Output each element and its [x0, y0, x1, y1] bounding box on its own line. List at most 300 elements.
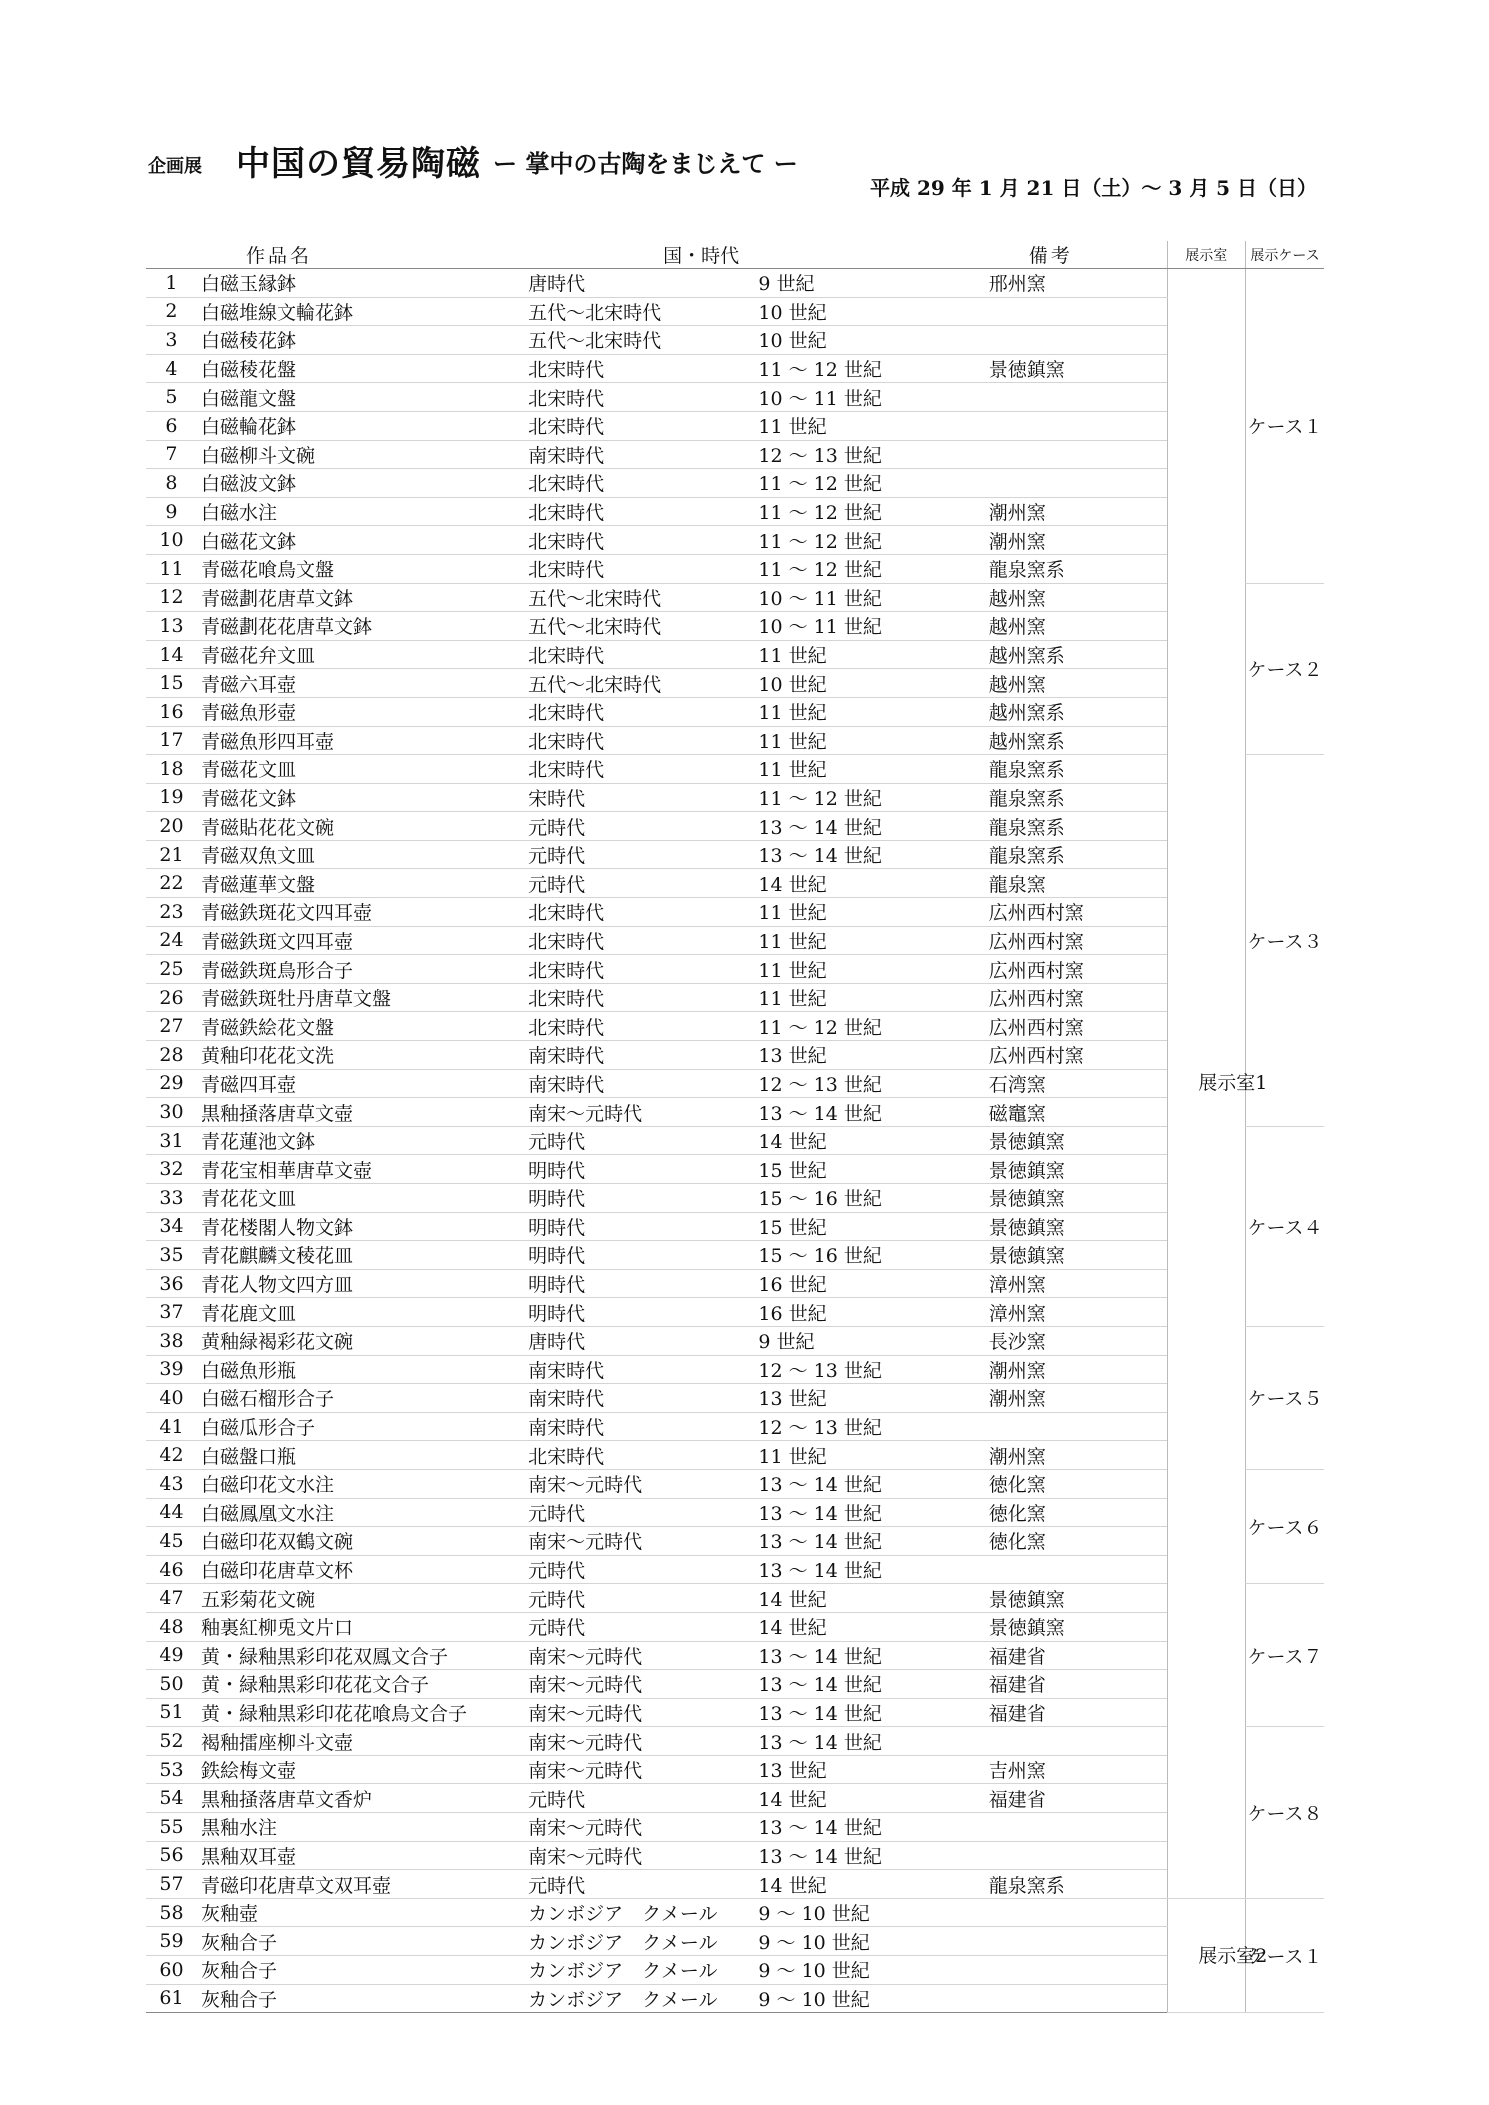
cell-note: 広州西村窯 [989, 955, 1167, 984]
table-row [146, 1241, 1324, 1270]
room-cell [1167, 1898, 1268, 2012]
table-row [146, 411, 1324, 440]
case-cell: ケース７ [1245, 1584, 1324, 1727]
cell-note: 景徳鎮窯 [989, 1155, 1167, 1184]
table-row [146, 1927, 1324, 1956]
cell-period: 南宋時代 [528, 1355, 758, 1384]
cell-nm: 青磁魚形壺 [197, 697, 528, 726]
cell-num: 3 [146, 326, 197, 355]
cell-period: 南宋時代 [528, 1412, 758, 1441]
table-row [146, 898, 1324, 927]
table-row [146, 869, 1324, 898]
cell-note: 潮州窯 [989, 1441, 1167, 1470]
cell-note: 石湾窯 [989, 1069, 1167, 1098]
cell-note: 潮州窯 [989, 526, 1167, 555]
cell-num: 55 [146, 1813, 197, 1842]
cell-nm: 青磁双魚文皿 [197, 840, 528, 869]
cell-century: 16 世紀 [758, 1298, 988, 1327]
cell-note: 広州西村窯 [989, 1041, 1167, 1070]
cell-num: 28 [146, 1041, 197, 1070]
cell-period: 北宋時代 [528, 926, 758, 955]
cell-nm: 鉄絵梅文壺 [197, 1755, 528, 1784]
cell-nm: 黄・緑釉黒彩印花双鳳文合子 [197, 1641, 528, 1670]
cell-num: 58 [146, 1898, 197, 1927]
cell-num: 45 [146, 1527, 197, 1556]
cell-century: 14 世紀 [758, 1126, 988, 1155]
cell-note [989, 469, 1167, 498]
cell-century: 16 世紀 [758, 1269, 988, 1298]
cell-nm: 青磁花喰鳥文盤 [197, 554, 528, 583]
cell-nm: 黄・緑釉黒彩印花花文合子 [197, 1670, 528, 1699]
cell-nm: 青花人物文四方皿 [197, 1269, 528, 1298]
header-room: 展示室 [1167, 241, 1245, 269]
table-row [146, 1126, 1324, 1155]
table-row [146, 669, 1324, 698]
cell-century: 11 ～ 12 世紀 [758, 497, 988, 526]
cell-num: 31 [146, 1126, 197, 1155]
cell-nm: 灰釉合子 [197, 1927, 528, 1956]
cell-century: 13 ～ 14 世紀 [758, 1670, 988, 1699]
cell-century: 9 ～ 10 世紀 [758, 1898, 988, 1927]
table-row [146, 326, 1324, 355]
cell-nm: 黄・緑釉黒彩印花花喰鳥文合子 [197, 1698, 528, 1727]
cell-note: 越州窯 [989, 583, 1167, 612]
table-row [146, 1441, 1324, 1470]
table-row [146, 1584, 1324, 1613]
cell-nm: 青花楼閣人物文鉢 [197, 1212, 528, 1241]
cell-period: 北宋時代 [528, 1441, 758, 1470]
cell-nm: 青磁魚形四耳壺 [197, 726, 528, 755]
cell-nm: 黒釉掻落唐草文香炉 [197, 1784, 528, 1813]
cell-nm: 褐釉擂座柳斗文壺 [197, 1727, 528, 1756]
cell-period: 北宋時代 [528, 497, 758, 526]
cell-period: 五代～北宋時代 [528, 612, 758, 641]
cell-period: カンボジア クメール [528, 1927, 758, 1956]
table-row [146, 1155, 1324, 1184]
cell-century: 11 世紀 [758, 1441, 988, 1470]
cell-num: 56 [146, 1841, 197, 1870]
cell-century: 13 ～ 14 世紀 [758, 1098, 988, 1127]
cell-note: 越州窯系 [989, 640, 1167, 669]
cell-nm: 青磁花弁文皿 [197, 640, 528, 669]
case-cell: ケース１ [1245, 269, 1324, 584]
cell-nm: 白磁花文鉢 [197, 526, 528, 555]
cell-century: 13 ～ 14 世紀 [758, 1555, 988, 1584]
table-row [146, 1298, 1324, 1327]
exhibition-title-block [148, 132, 1348, 200]
cell-note: 景徳鎮窯 [989, 1612, 1167, 1641]
cell-period: 元時代 [528, 869, 758, 898]
cell-century: 11 世紀 [758, 726, 988, 755]
cell-nm: 青磁鉄斑鳥形合子 [197, 955, 528, 984]
table-row [146, 812, 1324, 841]
cell-period: 北宋時代 [528, 554, 758, 583]
cell-century: 13 ～ 14 世紀 [758, 840, 988, 869]
cell-note [989, 1984, 1167, 2013]
cell-note: 龍泉窯系 [989, 1870, 1167, 1899]
cell-nm: 白磁稜花盤 [197, 354, 528, 383]
cell-century: 11 世紀 [758, 926, 988, 955]
cell-century: 9 ～ 10 世紀 [758, 1927, 988, 1956]
cell-note: 龍泉窯系 [989, 783, 1167, 812]
cell-period: 北宋時代 [528, 726, 758, 755]
cell-num: 29 [146, 1069, 197, 1098]
table-row [146, 1269, 1324, 1298]
cell-note: 福建省 [989, 1784, 1167, 1813]
cell-nm: 釉裏紅柳兎文片口 [197, 1612, 528, 1641]
cell-century: 14 世紀 [758, 1584, 988, 1613]
cell-period: 五代～北宋時代 [528, 583, 758, 612]
table-row [146, 726, 1324, 755]
cell-nm: 白磁鳳凰文水注 [197, 1498, 528, 1527]
cell-century: 11 世紀 [758, 983, 988, 1012]
table-row [146, 612, 1324, 641]
cell-nm: 灰釉壺 [197, 1898, 528, 1927]
cell-num: 4 [146, 354, 197, 383]
cell-num: 8 [146, 469, 197, 498]
cell-period: 元時代 [528, 1612, 758, 1641]
cell-nm: 青磁鉄斑牡丹唐草文盤 [197, 983, 528, 1012]
cell-period: 明時代 [528, 1269, 758, 1298]
table-row [146, 1384, 1324, 1413]
cell-note: 潮州窯 [989, 497, 1167, 526]
table-row [146, 354, 1324, 383]
cell-num: 6 [146, 411, 197, 440]
cell-period: 宋時代 [528, 783, 758, 812]
cell-nm: 青磁劃花花唐草文鉢 [197, 612, 528, 641]
cell-nm: 青磁貼花花文碗 [197, 812, 528, 841]
cell-period: 元時代 [528, 1870, 758, 1899]
cell-num: 32 [146, 1155, 197, 1184]
cell-num: 53 [146, 1755, 197, 1784]
cell-nm: 五彩菊花文碗 [197, 1584, 528, 1613]
cell-note: 漳州窯 [989, 1269, 1167, 1298]
cell-nm: 青磁四耳壺 [197, 1069, 528, 1098]
cell-nm: 青花麒麟文稜花皿 [197, 1241, 528, 1270]
cell-nm: 白磁盤口瓶 [197, 1441, 528, 1470]
cell-note [989, 1813, 1167, 1842]
cell-note: 福建省 [989, 1698, 1167, 1727]
cell-note [989, 1927, 1167, 1956]
table-row [146, 1870, 1324, 1899]
cell-period: 南宋時代 [528, 1069, 758, 1098]
cell-num: 11 [146, 554, 197, 583]
cell-period: 元時代 [528, 1584, 758, 1613]
cell-period: 元時代 [528, 1555, 758, 1584]
catalog-table [146, 241, 1324, 2013]
cell-nm: 白磁稜花鉢 [197, 326, 528, 355]
cell-period: 南宋～元時代 [528, 1469, 758, 1498]
cell-century: 15 ～ 16 世紀 [758, 1241, 988, 1270]
cell-period: 五代～北宋時代 [528, 297, 758, 326]
table-header-row [146, 241, 1324, 269]
cell-note [989, 297, 1167, 326]
cell-century: 9 ～ 10 世紀 [758, 1956, 988, 1985]
cell-note: 邢州窯 [989, 269, 1167, 298]
cell-century: 10 世紀 [758, 326, 988, 355]
cell-note: 広州西村窯 [989, 898, 1167, 927]
exhibition-title: 中国の貿易陶磁 [236, 144, 481, 184]
table-row [146, 1355, 1324, 1384]
cell-note: 潮州窯 [989, 1384, 1167, 1413]
header-note: 備考 [989, 241, 1167, 269]
cell-period: 北宋時代 [528, 755, 758, 784]
table-row [146, 440, 1324, 469]
cell-century: 9 ～ 10 世紀 [758, 1984, 988, 2013]
cell-nm: 青花花文皿 [197, 1184, 528, 1213]
cell-num: 50 [146, 1670, 197, 1699]
cell-note: 潮州窯 [989, 1355, 1167, 1384]
cell-num: 47 [146, 1584, 197, 1613]
cell-period: 北宋時代 [528, 411, 758, 440]
cell-note: 越州窯 [989, 612, 1167, 641]
cell-century: 11 世紀 [758, 755, 988, 784]
room-label: 展示室1 [1198, 1072, 1268, 1095]
cell-note [989, 1898, 1167, 1927]
cell-period: 南宋～元時代 [528, 1841, 758, 1870]
table-row [146, 1469, 1324, 1498]
table-row [146, 1412, 1324, 1441]
table-row [146, 1555, 1324, 1584]
cell-num: 34 [146, 1212, 197, 1241]
cell-num: 12 [146, 583, 197, 612]
cell-num: 2 [146, 297, 197, 326]
cell-nm: 青磁花文鉢 [197, 783, 528, 812]
cell-century: 14 世紀 [758, 1870, 988, 1899]
cell-period: 北宋時代 [528, 955, 758, 984]
table-row [146, 1841, 1324, 1870]
table-row [146, 1641, 1324, 1670]
cell-nm: 白磁堆線文輪花鉢 [197, 297, 528, 326]
cell-nm: 青花宝相華唐草文壺 [197, 1155, 528, 1184]
cell-num: 17 [146, 726, 197, 755]
cell-period: 明時代 [528, 1241, 758, 1270]
table-row [146, 1612, 1324, 1641]
cell-nm: 白磁輪花鉢 [197, 411, 528, 440]
header-name: 作品名 [146, 241, 528, 269]
cell-num: 33 [146, 1184, 197, 1213]
table-row [146, 526, 1324, 555]
cell-num: 52 [146, 1727, 197, 1756]
cell-nm: 白磁魚形瓶 [197, 1355, 528, 1384]
cell-note: 景徳鎮窯 [989, 1212, 1167, 1241]
cell-period: 北宋時代 [528, 898, 758, 927]
cell-num: 44 [146, 1498, 197, 1527]
cell-num: 26 [146, 983, 197, 1012]
cell-num: 35 [146, 1241, 197, 1270]
cell-period: 北宋時代 [528, 983, 758, 1012]
cell-period: 元時代 [528, 1784, 758, 1813]
cell-century: 13 ～ 14 世紀 [758, 1527, 988, 1556]
cell-note: 漳州窯 [989, 1298, 1167, 1327]
cell-nm: 白磁印花唐草文杯 [197, 1555, 528, 1584]
cell-nm: 青磁鉄絵花文盤 [197, 1012, 528, 1041]
cell-period: 南宋～元時代 [528, 1098, 758, 1127]
cell-century: 13 ～ 14 世紀 [758, 1641, 988, 1670]
cell-century: 14 世紀 [758, 1612, 988, 1641]
cell-century: 13 世紀 [758, 1755, 988, 1784]
cell-note: 越州窯系 [989, 697, 1167, 726]
cell-note: 吉州窯 [989, 1755, 1167, 1784]
cell-century: 9 世紀 [758, 269, 988, 298]
table-row [146, 783, 1324, 812]
table-row [146, 1727, 1324, 1756]
cell-period: 元時代 [528, 1126, 758, 1155]
cell-note: 広州西村窯 [989, 983, 1167, 1012]
cell-note: 福建省 [989, 1670, 1167, 1699]
cell-num: 39 [146, 1355, 197, 1384]
catalog-body [146, 269, 1324, 2013]
cell-century: 10 ～ 11 世紀 [758, 583, 988, 612]
cell-century: 15 ～ 16 世紀 [758, 1184, 988, 1213]
cell-note: 徳化窯 [989, 1498, 1167, 1527]
cell-nm: 青磁蓮華文盤 [197, 869, 528, 898]
cell-century: 9 世紀 [758, 1326, 988, 1355]
cell-period: 明時代 [528, 1212, 758, 1241]
table-row [146, 1326, 1324, 1355]
cell-period: 南宋～元時代 [528, 1727, 758, 1756]
cell-note: 景徳鎮窯 [989, 1241, 1167, 1270]
cell-period: 南宋～元時代 [528, 1670, 758, 1699]
cell-period: 南宋時代 [528, 1041, 758, 1070]
table-row [146, 640, 1324, 669]
cell-period: 北宋時代 [528, 1012, 758, 1041]
case-cell: ケース１ [1245, 1898, 1324, 2012]
cell-nm: 青花蓮池文鉢 [197, 1126, 528, 1155]
cell-note [989, 1727, 1167, 1756]
cell-century: 11 ～ 12 世紀 [758, 783, 988, 812]
cell-note [989, 326, 1167, 355]
header-case: 展示ケース [1245, 241, 1324, 269]
cell-nm: 白磁波文鉢 [197, 469, 528, 498]
cell-period: 南宋時代 [528, 1384, 758, 1413]
cell-num: 59 [146, 1927, 197, 1956]
table-row [146, 1041, 1324, 1070]
exhibition-label: 企画展 [148, 156, 202, 177]
cell-period: 南宋～元時代 [528, 1698, 758, 1727]
cell-num: 54 [146, 1784, 197, 1813]
cell-century: 13 ～ 14 世紀 [758, 1498, 988, 1527]
table-row [146, 1784, 1324, 1813]
cell-note: 龍泉窯系 [989, 554, 1167, 583]
table-row [146, 497, 1324, 526]
table-row [146, 583, 1324, 612]
cell-note: 徳化窯 [989, 1469, 1167, 1498]
cell-century: 11 ～ 12 世紀 [758, 354, 988, 383]
cell-num: 16 [146, 697, 197, 726]
cell-period: 明時代 [528, 1184, 758, 1213]
cell-num: 9 [146, 497, 197, 526]
cell-note: 龍泉窯系 [989, 755, 1167, 784]
cell-note: 景徳鎮窯 [989, 1184, 1167, 1213]
cell-note [989, 440, 1167, 469]
cell-num: 41 [146, 1412, 197, 1441]
cell-century: 11 世紀 [758, 697, 988, 726]
cell-note [989, 411, 1167, 440]
cell-century: 13 ～ 14 世紀 [758, 1813, 988, 1842]
cell-century: 14 世紀 [758, 869, 988, 898]
cell-num: 22 [146, 869, 197, 898]
cell-num: 20 [146, 812, 197, 841]
cell-period: 元時代 [528, 840, 758, 869]
cell-period: 北宋時代 [528, 469, 758, 498]
cell-num: 18 [146, 755, 197, 784]
cell-nm: 白磁印花双鶴文碗 [197, 1527, 528, 1556]
cell-note: 景徳鎮窯 [989, 1584, 1167, 1613]
cell-century: 10 世紀 [758, 669, 988, 698]
case-cell: ケース６ [1245, 1469, 1324, 1583]
cell-num: 48 [146, 1612, 197, 1641]
cell-century: 11 ～ 12 世紀 [758, 1012, 988, 1041]
table-row [146, 1069, 1324, 1098]
cell-period: 唐時代 [528, 1326, 758, 1355]
cell-note: 越州窯 [989, 669, 1167, 698]
cell-note: 徳化窯 [989, 1527, 1167, 1556]
table-row [146, 269, 1324, 298]
cell-note: 景徳鎮窯 [989, 1126, 1167, 1155]
cell-nm: 青磁印花唐草文双耳壺 [197, 1870, 528, 1899]
cell-note: 福建省 [989, 1641, 1167, 1670]
cell-nm: 白磁水注 [197, 497, 528, 526]
cell-note [989, 1841, 1167, 1870]
cell-century: 15 世紀 [758, 1155, 988, 1184]
cell-period: 五代～北宋時代 [528, 326, 758, 355]
cell-century: 13 ～ 14 世紀 [758, 1469, 988, 1498]
cell-nm: 白磁瓜形合子 [197, 1412, 528, 1441]
cell-period: 北宋時代 [528, 526, 758, 555]
cell-century: 12 ～ 13 世紀 [758, 1412, 988, 1441]
cell-note [989, 1412, 1167, 1441]
cell-century: 11 世紀 [758, 411, 988, 440]
cell-century: 13 世紀 [758, 1041, 988, 1070]
cell-century: 14 世紀 [758, 1784, 988, 1813]
table-row [146, 1698, 1324, 1727]
cell-century: 11 世紀 [758, 640, 988, 669]
cell-num: 27 [146, 1012, 197, 1041]
cell-num: 5 [146, 383, 197, 412]
table-row [146, 1012, 1324, 1041]
cell-num: 23 [146, 898, 197, 927]
cell-nm: 青磁六耳壺 [197, 669, 528, 698]
cell-century: 15 世紀 [758, 1212, 988, 1241]
cell-note: 龍泉窯系 [989, 812, 1167, 841]
cell-nm: 青磁劃花唐草文鉢 [197, 583, 528, 612]
cell-period: 元時代 [528, 812, 758, 841]
cell-note: 景徳鎮窯 [989, 354, 1167, 383]
cell-num: 51 [146, 1698, 197, 1727]
cell-num: 1 [146, 269, 197, 298]
case-cell: ケース２ [1245, 583, 1324, 755]
cell-period: 北宋時代 [528, 383, 758, 412]
cell-num: 24 [146, 926, 197, 955]
cell-num: 37 [146, 1298, 197, 1327]
cell-num: 43 [146, 1469, 197, 1498]
cell-num: 61 [146, 1984, 197, 2013]
cell-century: 11 世紀 [758, 898, 988, 927]
cell-period: カンボジア クメール [528, 1898, 758, 1927]
table-row [146, 469, 1324, 498]
cell-period: 南宋～元時代 [528, 1755, 758, 1784]
table-row [146, 1212, 1324, 1241]
case-cell: ケース３ [1245, 755, 1324, 1127]
cell-nm: 黄釉緑褐彩花文碗 [197, 1326, 528, 1355]
table-row [146, 983, 1324, 1012]
cell-nm: 黒釉双耳壺 [197, 1841, 528, 1870]
cell-nm: 白磁龍文盤 [197, 383, 528, 412]
cell-century: 12 ～ 13 世紀 [758, 1355, 988, 1384]
table-row [146, 1527, 1324, 1556]
table-row [146, 383, 1324, 412]
